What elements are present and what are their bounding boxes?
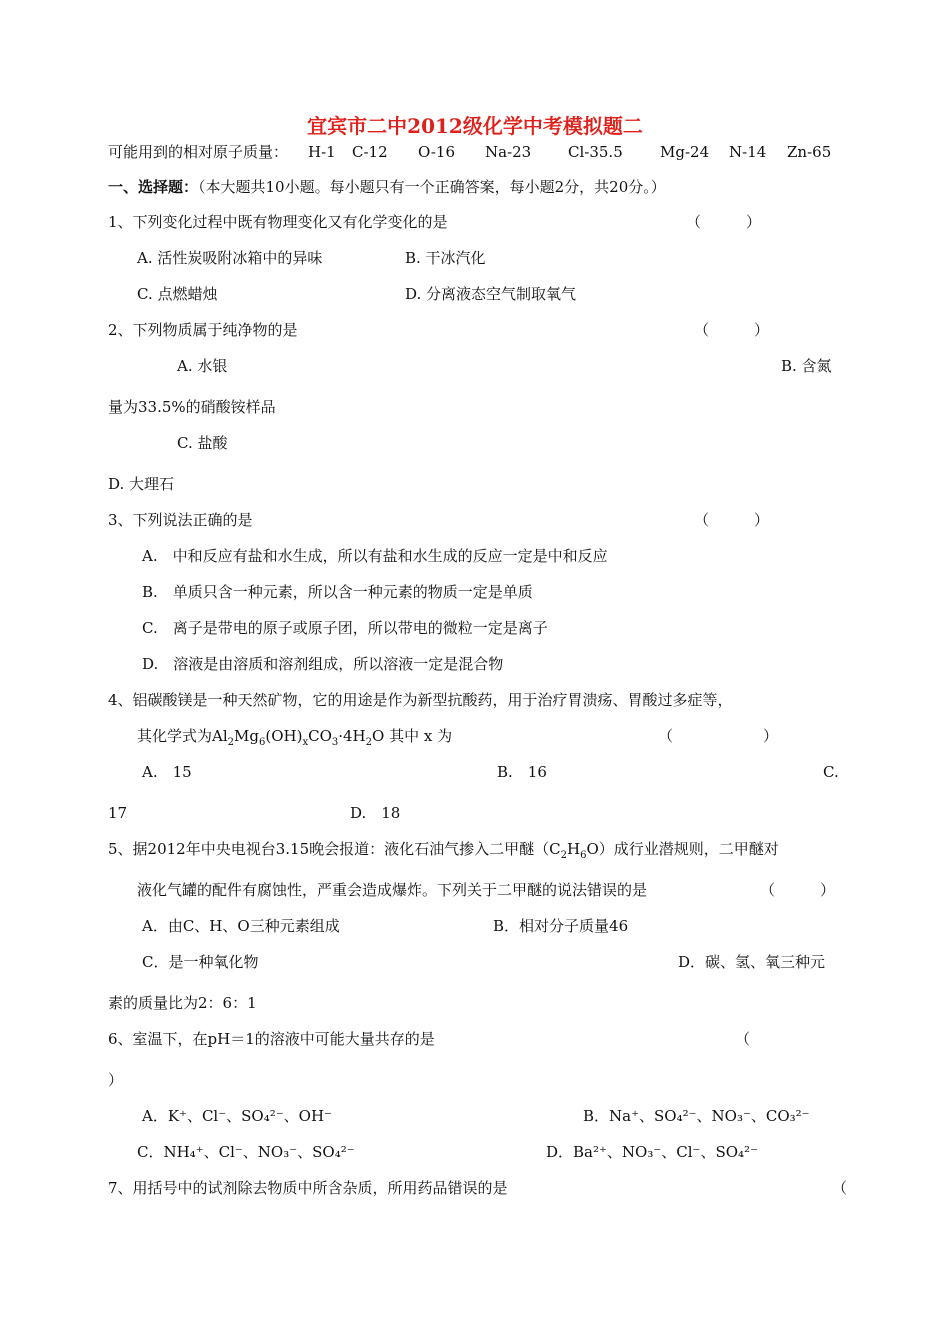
q2-option-d: D. 大理石 (108, 475, 175, 493)
q5-option-d: D．碳、氢、氧三种元 (678, 953, 826, 971)
mass-c: C-12 (352, 143, 388, 161)
q6-option-c: C．NH₄⁺、Cl⁻、NO₃⁻、SO₄²⁻ (137, 1143, 355, 1161)
mass-o: O-16 (418, 143, 456, 161)
q5-option-b: B．相对分子质量46 (493, 917, 629, 935)
section-note: （本大题共10小题。每小题只有一个正确答案，每小题2分，共20分。） (198, 178, 666, 196)
q4-option-d: D. 18 (350, 804, 401, 822)
mass-cl: Cl-35.5 (568, 143, 623, 161)
q2-option-a: A. 水银 (177, 357, 228, 375)
q7-stem: 7、用括号中的试剂除去物质中所含杂质，所用药品错误的是 (108, 1179, 508, 1197)
atomic-mass-line (108, 142, 288, 162)
mass-mg: Mg-24 (660, 143, 710, 161)
q5-stem-line2: 液化气罐的配件有腐蚀性，严重会造成爆炸。下列关于二甲醚的说法错误的是 (137, 881, 648, 899)
q1-option-b: B. 干冰汽化 (405, 249, 486, 267)
q1-option-a: A. 活性炭吸附冰箱中的异味 (137, 249, 323, 267)
mass-n: N-14 (729, 143, 767, 161)
q2-option-c: C. 盐酸 (177, 434, 228, 452)
q6-paren-right: ） (108, 1071, 124, 1089)
q5-option-d-cont: 素的质量比为2：6：1 (108, 994, 257, 1012)
q4-option-a: A. 15 (142, 763, 192, 781)
atomic-mass-label: 可能用到的相对原子质量： (108, 143, 289, 161)
q6-option-d: D．Ba²⁺、NO₃⁻、Cl⁻、SO₄²⁻ (546, 1143, 758, 1161)
q7-paren-left: （ (832, 1179, 848, 1197)
q4-option-b: B. 16 (497, 763, 547, 781)
q6-option-b: B．Na⁺、SO₄²⁻、NO₃⁻、CO₃²⁻ (583, 1107, 810, 1125)
q5-option-a: A．由C、H、O三种元素组成 (142, 917, 340, 935)
page-title: 宜宾市二中2012级化学中考模拟题二 (307, 114, 643, 138)
q4-option-c-value: 17 (108, 804, 128, 822)
q4-stem-line1: 4、铝碳酸镁是一种天然矿物，它的用途是作为新型抗酸药，用于治疗胃溃疡、胃酸过多症等， (108, 691, 733, 709)
q1-answer-paren: （ ） (686, 213, 762, 231)
q3-option-d: D. 溶液是由溶质和溶剂组成，所以溶液一定是混合物 (142, 655, 504, 673)
mass-zn: Zn-65 (787, 143, 832, 161)
q6-stem: 6、室温下，在pH＝1的溶液中可能大量共存的是 (108, 1030, 435, 1048)
q4-formula-line: 其化学式为$Al_2Mg_6(OH)_xCO_3\cdot 4H_2O$ 其中 x 为 (137, 727, 453, 748)
mass-h: H-1 (308, 143, 336, 161)
q2-stem: 2、下列物质属于纯净物的是 (108, 321, 298, 339)
q1-option-d: D. 分离液态空气制取氧气 (405, 285, 577, 303)
q2-option-b-cont: 量为33.5%的硝酸铵样品 (108, 398, 276, 416)
q1-stem: 1、下列变化过程中既有物理变化又有化学变化的是 (108, 213, 448, 231)
q1-option-c: C. 点燃蜡烛 (137, 285, 218, 303)
q4-option-c: C. (823, 763, 839, 781)
q2-answer-paren: （ ） (694, 321, 770, 339)
q3-option-b: B. 单质只含一种元素，所以含一种元素的物质一定是单质 (142, 583, 533, 601)
q5-answer-paren: （ ） (760, 881, 836, 899)
q2-option-b: B. 含氮 (781, 357, 832, 375)
q3-stem: 3、下列说法正确的是 (108, 511, 253, 529)
q5-stem-line1: 5、据2012年中央电视台3.15晚会报道：液化石油气掺入二甲醚$(C_2H_6O)$成行业潜规则，二甲醚对 (108, 840, 779, 861)
q3-option-a: A. 中和反应有盐和水生成，所以有盐和水生成的反应一定是中和反应 (142, 547, 608, 565)
q4-answer-paren: （ ） (658, 727, 779, 745)
section-heading-line (108, 177, 666, 197)
q6-paren-left: （ (735, 1030, 751, 1048)
q5-option-c: C．是一种氧化物 (142, 953, 259, 971)
q6-option-a: A．K⁺、Cl⁻、SO₄²⁻、OH⁻ (142, 1107, 332, 1125)
mass-na: Na-23 (485, 143, 532, 161)
q3-option-c: C. 离子是带电的原子或原子团，所以带电的微粒一定是离子 (142, 619, 548, 637)
section-heading: 一、选择题： (108, 178, 199, 196)
q3-answer-paren: （ ） (694, 511, 770, 529)
